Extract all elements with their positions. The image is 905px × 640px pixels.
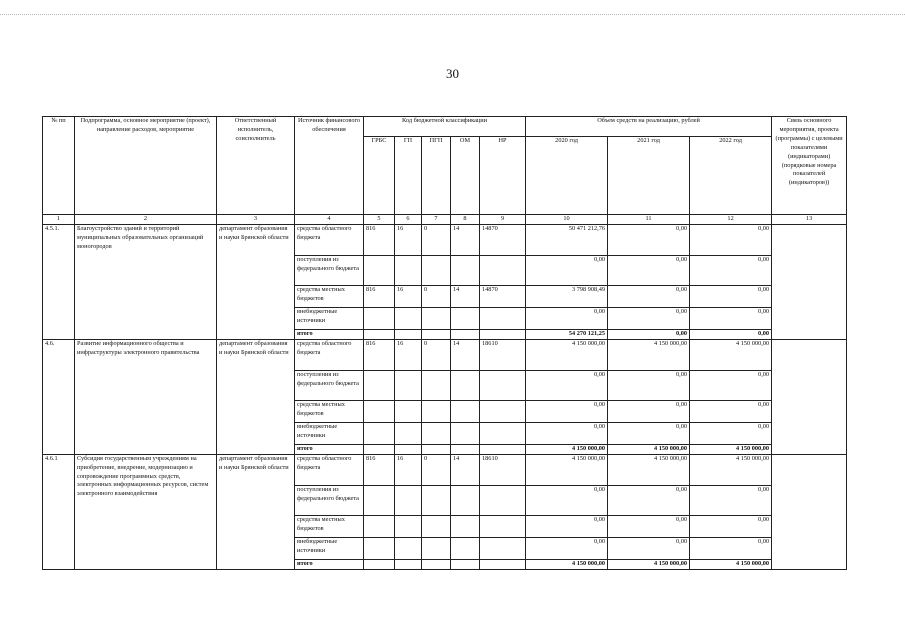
empty-cell — [422, 444, 451, 454]
table-row — [43, 224, 847, 255]
code-nr — [480, 255, 526, 285]
code-pgp — [422, 307, 451, 329]
code-gp: 16 — [395, 285, 422, 307]
amount-2022: 0,00 — [690, 537, 772, 559]
code-pgp — [422, 370, 451, 400]
total-2020: 4 150 000,00 — [526, 559, 608, 569]
table-header — [43, 117, 847, 215]
code-nr: 14870 — [480, 224, 526, 255]
empty-cell — [451, 329, 480, 339]
header-num: № пп — [43, 117, 75, 215]
code-pgp: 0 — [422, 224, 451, 255]
empty-cell — [395, 329, 422, 339]
amount-2022: 0,00 — [690, 422, 772, 444]
code-om: 14 — [451, 285, 480, 307]
code-grbs — [364, 400, 395, 422]
funding-source: средства областного бюджета — [295, 339, 364, 370]
program-name: Развитие информационного общества и инфраструктуры электронного правительства — [75, 339, 217, 454]
empty-cell — [451, 444, 480, 454]
scan-artifact-line — [0, 14, 905, 15]
amount-2022: 0,00 — [690, 307, 772, 329]
amount-2021: 0,00 — [608, 400, 690, 422]
funding-source: внебюджетные источники — [295, 307, 364, 329]
code-pgp — [422, 515, 451, 537]
amount-2022: 4 150 000,00 — [690, 454, 772, 485]
program-name: Благоустройство зданий и территорий муниципальных образовательных организаций моногородов — [75, 224, 217, 339]
header-2020: 2020 год — [526, 137, 608, 215]
total-2020: 4 150 000,00 — [526, 444, 608, 454]
code-nr: 18610 — [480, 339, 526, 370]
amount-2020: 50 471 212,76 — [526, 224, 608, 255]
code-nr — [480, 400, 526, 422]
total-label: итого — [295, 444, 364, 454]
amount-2020: 0,00 — [526, 400, 608, 422]
amount-2021: 0,00 — [608, 537, 690, 559]
code-gp — [395, 422, 422, 444]
indicator-link — [772, 224, 847, 339]
index-cell: 7 — [422, 215, 451, 225]
total-2022: 0,00 — [690, 329, 772, 339]
amount-2021: 0,00 — [608, 485, 690, 515]
empty-cell — [364, 329, 395, 339]
code-om — [451, 422, 480, 444]
code-nr — [480, 515, 526, 537]
index-cell: 11 — [608, 215, 690, 225]
table-row — [43, 454, 847, 485]
amount-2022: 0,00 — [690, 515, 772, 537]
funding-source: поступления из федерального бюджета — [295, 370, 364, 400]
empty-cell — [422, 329, 451, 339]
code-gp — [395, 400, 422, 422]
amount-2020: 0,00 — [526, 537, 608, 559]
empty-cell — [480, 329, 526, 339]
amount-2022: 0,00 — [690, 400, 772, 422]
amount-2022: 0,00 — [690, 485, 772, 515]
table-row — [43, 339, 847, 370]
total-2021: 4 150 000,00 — [608, 559, 690, 569]
funding-source: средства местных бюджетов — [295, 515, 364, 537]
code-grbs: 816 — [364, 224, 395, 255]
code-gp — [395, 515, 422, 537]
total-2020: 54 270 121,25 — [526, 329, 608, 339]
amount-2021: 4 150 000,00 — [608, 339, 690, 370]
code-om — [451, 485, 480, 515]
total-2022: 4 150 000,00 — [690, 559, 772, 569]
header-source: Источник финансового обеспечения — [295, 117, 364, 215]
amount-2022: 4 150 000,00 — [690, 339, 772, 370]
code-pgp: 0 — [422, 339, 451, 370]
amount-2021: 0,00 — [608, 285, 690, 307]
code-grbs: 816 — [364, 285, 395, 307]
empty-cell — [395, 444, 422, 454]
amount-2022: 0,00 — [690, 370, 772, 400]
column-index-row — [43, 215, 847, 225]
row-number: 4.6. — [43, 339, 75, 454]
amount-2022: 0,00 — [690, 255, 772, 285]
row-number: 4.6.1 — [43, 454, 75, 569]
amount-2021: 0,00 — [608, 422, 690, 444]
code-grbs — [364, 515, 395, 537]
header-responsible: Ответственный исполнитель, соисполнитель — [217, 117, 295, 215]
code-nr: 14870 — [480, 285, 526, 307]
amount-2021: 4 150 000,00 — [608, 454, 690, 485]
responsible-executor: департамент образования и науки Брянской области — [217, 339, 295, 454]
index-cell: 2 — [75, 215, 217, 225]
code-om: 14 — [451, 224, 480, 255]
amount-2020: 0,00 — [526, 255, 608, 285]
code-nr: 18610 — [480, 454, 526, 485]
index-cell: 9 — [480, 215, 526, 225]
index-cell: 1 — [43, 215, 75, 225]
index-cell: 4 — [295, 215, 364, 225]
code-gp: 16 — [395, 339, 422, 370]
code-om — [451, 537, 480, 559]
header-om: ОМ — [451, 137, 480, 215]
header-volumes: Объем средств на реализацию, рублей — [526, 117, 772, 137]
amount-2020: 0,00 — [526, 307, 608, 329]
total-2022: 4 150 000,00 — [690, 444, 772, 454]
code-gp — [395, 485, 422, 515]
code-om — [451, 255, 480, 285]
code-grbs — [364, 485, 395, 515]
code-pgp — [422, 537, 451, 559]
amount-2021: 0,00 — [608, 370, 690, 400]
code-pgp — [422, 400, 451, 422]
amount-2020: 0,00 — [526, 515, 608, 537]
header-pgp: ПГП — [422, 137, 451, 215]
empty-cell — [364, 559, 395, 569]
code-grbs — [364, 537, 395, 559]
total-2021: 0,00 — [608, 329, 690, 339]
index-cell: 10 — [526, 215, 608, 225]
code-grbs — [364, 422, 395, 444]
code-om — [451, 515, 480, 537]
code-grbs: 816 — [364, 454, 395, 485]
total-label: итого — [295, 329, 364, 339]
responsible-executor: департамент образования и науки Брянской области — [217, 454, 295, 569]
empty-cell — [480, 559, 526, 569]
code-grbs: 816 — [364, 339, 395, 370]
header-gp: ГП — [395, 137, 422, 215]
amount-2020: 4 150 000,00 — [526, 454, 608, 485]
code-om — [451, 400, 480, 422]
code-om: 14 — [451, 454, 480, 485]
empty-cell — [451, 559, 480, 569]
amount-2020: 3 798 908,49 — [526, 285, 608, 307]
code-pgp — [422, 255, 451, 285]
empty-cell — [480, 444, 526, 454]
code-pgp — [422, 485, 451, 515]
amount-2021: 0,00 — [608, 515, 690, 537]
budget-table — [42, 116, 847, 570]
amount-2022: 0,00 — [690, 224, 772, 255]
empty-cell — [395, 559, 422, 569]
indicator-link — [772, 339, 847, 454]
amount-2022: 0,00 — [690, 285, 772, 307]
header-2022: 2022 год — [690, 137, 772, 215]
code-pgp — [422, 422, 451, 444]
code-gp — [395, 537, 422, 559]
index-cell: 13 — [772, 215, 847, 225]
total-label: итого — [295, 559, 364, 569]
funding-source: поступления из федерального бюджета — [295, 485, 364, 515]
funding-source: средства областного бюджета — [295, 454, 364, 485]
index-cell: 6 — [395, 215, 422, 225]
code-gp — [395, 307, 422, 329]
index-cell: 12 — [690, 215, 772, 225]
page-number: 30 — [446, 66, 459, 81]
header-2021: 2021 год — [608, 137, 690, 215]
responsible-executor: департамент образования и науки Брянской области — [217, 224, 295, 339]
code-grbs — [364, 370, 395, 400]
code-pgp: 0 — [422, 285, 451, 307]
amount-2021: 0,00 — [608, 307, 690, 329]
code-nr — [480, 370, 526, 400]
amount-2020: 0,00 — [526, 370, 608, 400]
header-nr: НР — [480, 137, 526, 215]
empty-cell — [422, 559, 451, 569]
program-name: Субсидия государственным учреждениям на приобретение, внедрение, модернизацию и сопровождение программных средств, электронных информационных ресурсов, систем электронного взаимодействия — [75, 454, 217, 569]
header-link: Связь основного мероприятия, проекта (программы) с целевыми показателями (индикаторами) (порядковые номера показателей (индикаторов)) — [772, 117, 847, 215]
funding-source: внебюджетные источники — [295, 537, 364, 559]
table-body — [43, 215, 847, 570]
funding-source: поступления из федерального бюджета — [295, 255, 364, 285]
code-nr — [480, 422, 526, 444]
code-om — [451, 370, 480, 400]
row-number: 4.5.1. — [43, 224, 75, 339]
amount-2021: 0,00 — [608, 255, 690, 285]
funding-source: средства местных бюджетов — [295, 285, 364, 307]
code-gp — [395, 255, 422, 285]
code-grbs — [364, 307, 395, 329]
amount-2020: 0,00 — [526, 485, 608, 515]
index-cell: 5 — [364, 215, 395, 225]
code-om: 14 — [451, 339, 480, 370]
header-grbs: ГРБС — [364, 137, 395, 215]
funding-source: средства местных бюджетов — [295, 400, 364, 422]
indicator-link — [772, 454, 847, 569]
code-om — [451, 307, 480, 329]
code-pgp: 0 — [422, 454, 451, 485]
code-nr — [480, 485, 526, 515]
code-gp: 16 — [395, 224, 422, 255]
code-gp: 16 — [395, 454, 422, 485]
index-cell: 8 — [451, 215, 480, 225]
code-gp — [395, 370, 422, 400]
code-nr — [480, 537, 526, 559]
header-program: Подпрограмма, основное мероприятие (проект), направление расходов, мероприятие — [75, 117, 217, 215]
code-grbs — [364, 255, 395, 285]
empty-cell — [364, 444, 395, 454]
total-2021: 4 150 000,00 — [608, 444, 690, 454]
amount-2021: 0,00 — [608, 224, 690, 255]
index-cell: 3 — [217, 215, 295, 225]
code-nr — [480, 307, 526, 329]
funding-source: средства областного бюджета — [295, 224, 364, 255]
amount-2020: 0,00 — [526, 422, 608, 444]
header-budget-code: Код бюджетной классификации — [364, 117, 526, 137]
funding-source: внебюджетные источники — [295, 422, 364, 444]
amount-2020: 4 150 000,00 — [526, 339, 608, 370]
